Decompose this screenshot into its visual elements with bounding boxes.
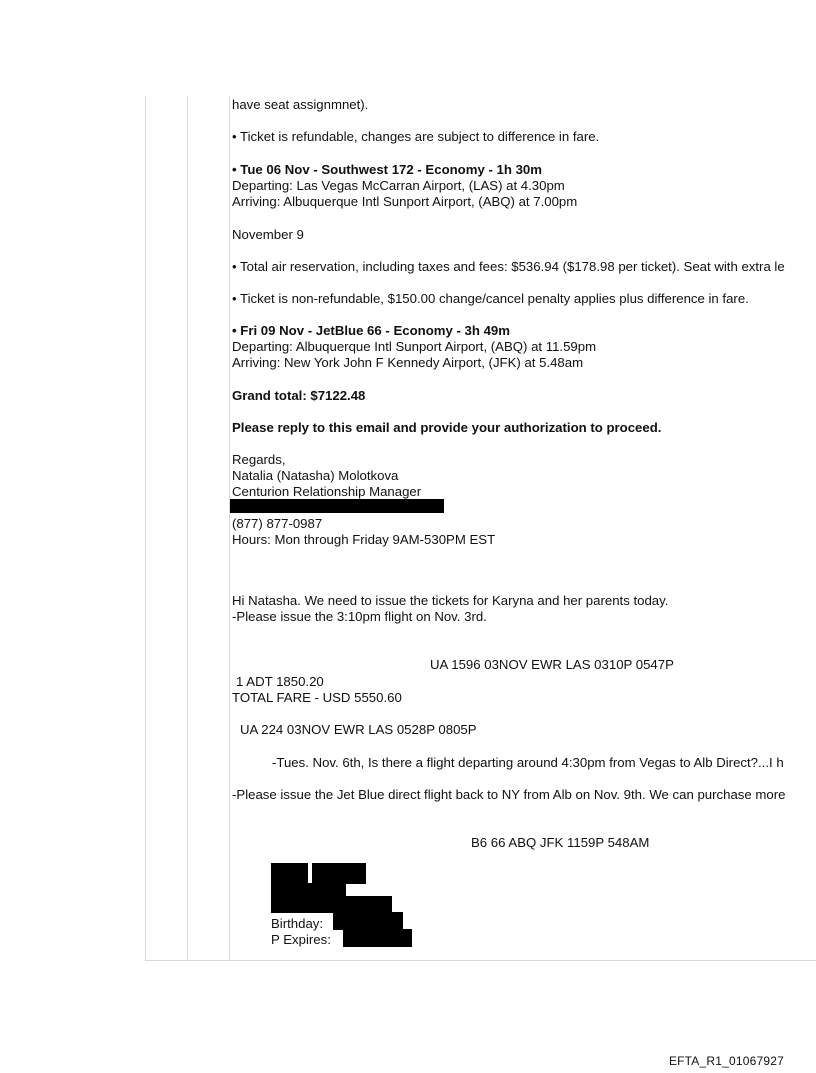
jetblue-departing: Departing: Albuquerque Intl Sunport Airport, (ABQ) at 11.59pm [232,339,597,354]
document-id: EFTA_R1_01067927 [668,1054,784,1068]
redaction-email-address [230,499,444,513]
grand-total: Grand total: $7122.48 [232,388,366,403]
email-body [232,96,816,961]
jetblue-flight-header: • Fri 09 Nov - JetBlue 66 - Economy - 3h 49m [232,323,510,338]
itinerary-ua1596: UA 1596 03NOV EWR LAS 0310P 0547P [430,657,674,672]
redaction-birthday [333,912,403,930]
reply-jetblue-request: -Please issue the Jet Blue direct flight back to NY from Alb on Nov. 9th. We can purchase more [232,787,786,802]
itinerary-b6: B6 66 ABQ JFK 1159P 548AM [471,835,650,850]
redaction-passport-expiry [343,929,412,947]
redaction-name-2 [271,883,346,897]
reply-tues-question: -Tues. Nov. 6th, Is there a flight departing around 4:30pm from Vegas to Alb Direct?...I h [272,755,784,770]
redaction-name-1b [312,863,366,884]
itinerary-ua224: UA 224 03NOV EWR LAS 0528P 0805P [240,722,477,737]
nonrefundable-note: • Ticket is non-refundable, $150.00 change/cancel penalty applies plus difference in fare. [232,291,749,306]
itinerary-total-fare: TOTAL FARE - USD 5550.60 [232,690,402,705]
signature-name: Natalia (Natasha) Molotkova [232,468,399,483]
reply-request: Please reply to this email and provide your authorization to proceed. [232,420,662,435]
refundable-note: • Ticket is refundable, changes are subject to difference in fare. [232,129,600,144]
quote-divider-inner [229,96,230,961]
jetblue-arriving: Arriving: New York John F Kennedy Airport, (JFK) at 5.48am [232,355,584,370]
redaction-name-3 [271,896,392,913]
itinerary-adt: 1 ADT 1850.20 [236,674,324,689]
signature-regards: Regards, [232,452,286,467]
southwest-departing: Departing: Las Vegas McCarran Airport, (LAS) at 4.30pm [232,178,565,193]
signature-phone: (877) 877-0987 [232,516,323,531]
date-heading: November 9 [232,227,304,242]
signature-title: Centurion Relationship Manager [232,484,422,499]
southwest-arriving: Arriving: Albuquerque Intl Sunport Airport, (ABQ) at 7.00pm [232,194,578,209]
total-air-reservation: • Total air reservation, including taxes and fees: $536.94 ($178.98 per ticket). Seat with extra le [232,259,785,274]
seat-assignment-line: have seat assignmnet). [232,97,369,112]
quote-divider-outer [187,96,188,961]
passport-expires-label: P Expires: [271,932,331,947]
birthday-label: Birthday: [271,916,324,931]
reply-greeting: Hi Natasha. We need to issue the tickets for Karyna and her parents today. [232,593,669,608]
reply-issue-310: -Please issue the 3:10pm flight on Nov. 3rd. [232,609,487,624]
southwest-flight-header: • Tue 06 Nov - Southwest 172 - Economy - 1h 30m [232,162,542,177]
redaction-name-1a [271,863,308,884]
signature-hours: Hours: Mon through Friday 9AM-530PM EST [232,532,496,547]
